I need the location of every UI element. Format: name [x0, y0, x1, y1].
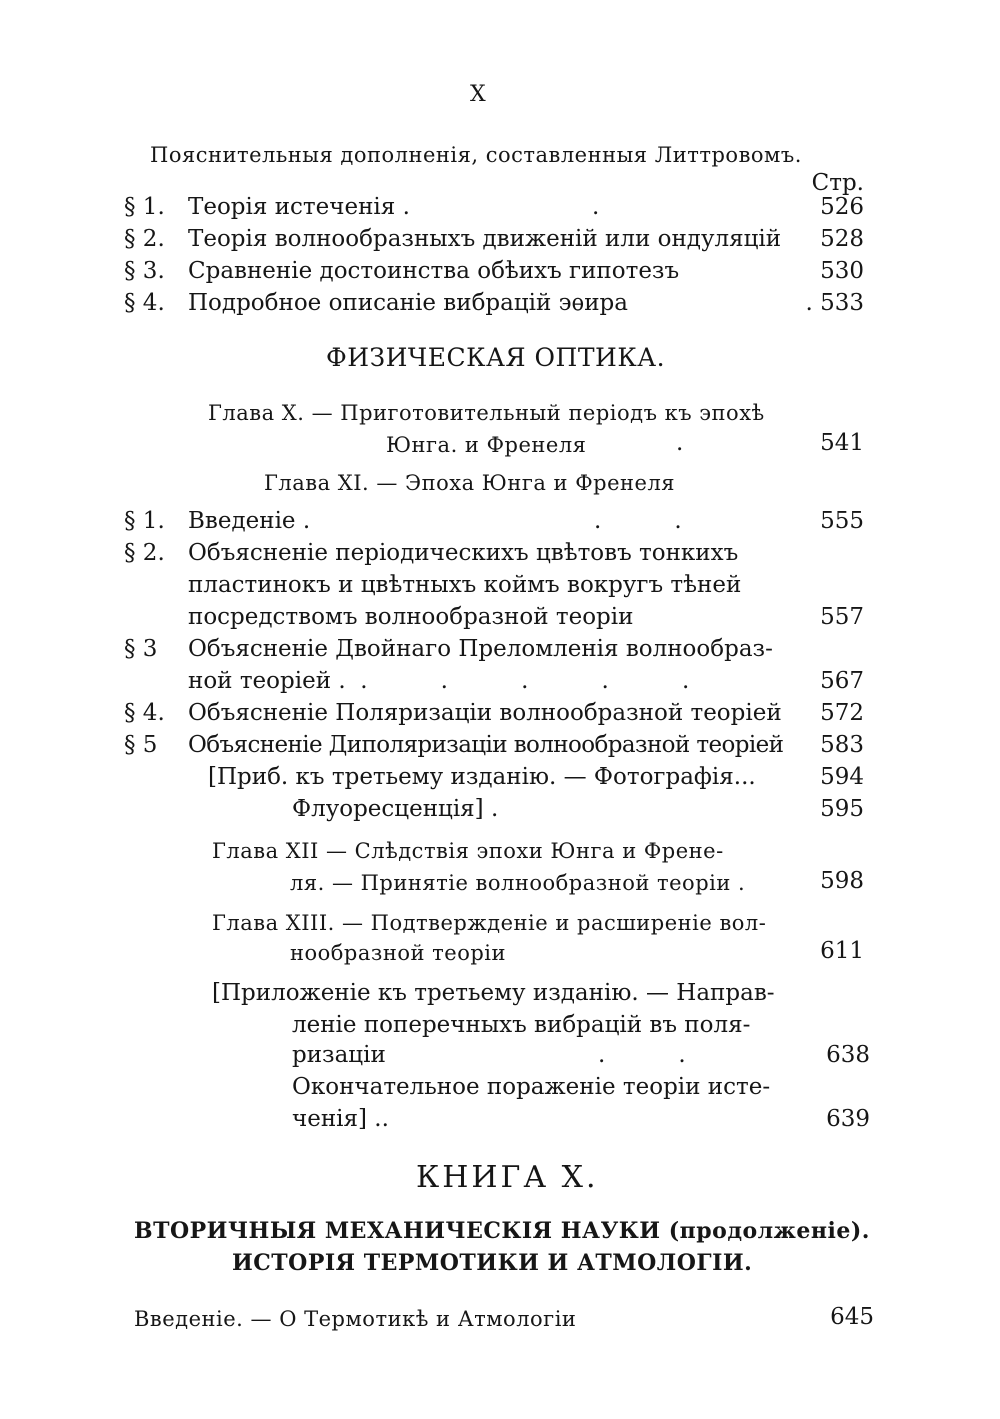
toc-page-number: . 533	[805, 290, 864, 316]
toc-entry-text: Теорія волнообразныхъ движеній или ондуляцій	[188, 226, 782, 252]
toc-page-number: 645	[830, 1304, 874, 1330]
book-subtitle: ИСТОРІЯ ТЕРМОТИКИ И АТМОЛОГІИ.	[232, 1250, 753, 1276]
toc-entry-text: Объясненіе Диполяризаціи волнообразной теоріей	[188, 732, 784, 758]
chapter-heading: Глава XI. — Эпоха Юнга и Френеля	[264, 471, 676, 495]
book-title: КНИГА X.	[416, 1160, 599, 1195]
appendix-title: Пояснительныя дополненія, составленныя Литтровомъ.	[150, 143, 802, 167]
page-number: X	[470, 82, 486, 107]
toc-page-number: 594	[820, 764, 864, 790]
toc-entry-text-cont: ной теоріей . . . . . .	[188, 668, 690, 694]
section-title: ФИЗИЧЕСКАЯ ОПТИКА.	[326, 343, 666, 372]
supplement-entry: [Приб. къ третьему изданію. — Фотографія...	[208, 764, 756, 790]
toc-section-symbol: § 3.	[124, 258, 165, 284]
supplement-entry-cont: ризаціи	[292, 1042, 386, 1068]
toc-entry-text-cont: посредствомъ волнообразной теоріи	[188, 604, 634, 630]
toc-page-number: 639	[826, 1106, 870, 1132]
toc-section-symbol: § 1.	[124, 194, 165, 220]
toc-entry-text-cont: пластинокъ и цвѣтныхъ коймъ вокругъ тѣней	[188, 572, 742, 598]
toc-page-number: 526	[820, 194, 864, 220]
supplement-entry-cont: леніе поперечныхъ вибрацій въ поля-	[292, 1012, 751, 1038]
introduction-entry: Введеніе. — О Термотикѣ и Атмологіи	[134, 1307, 577, 1331]
toc-entry-text: Сравненіе достоинства обѣихъ гипотезъ	[188, 258, 680, 284]
chapter-heading: Глава X. — Приготовительный періодъ къ эпохѣ	[208, 401, 765, 425]
page-column-label: Стр.	[811, 170, 864, 196]
toc-page-number: 611	[820, 938, 864, 964]
toc-page-number: 557	[820, 604, 864, 630]
toc-page-number: 555	[820, 508, 864, 534]
supplement-entry: [Приложеніе къ третьему изданію. — Направ-	[212, 980, 775, 1006]
toc-entry-text: Объясненіе Поляризаціи волнообразной теоріей	[188, 700, 782, 726]
toc-section-symbol: § 1.	[124, 508, 165, 534]
leader-dots: . .	[598, 1042, 686, 1068]
toc-page-number: 528	[820, 226, 864, 252]
toc-page-number: 567	[820, 668, 864, 694]
toc-page-number: 583	[820, 732, 864, 758]
toc-section-symbol: § 5	[124, 732, 158, 758]
toc-page-number: 638	[826, 1042, 870, 1068]
toc-section-symbol: § 3	[124, 636, 158, 662]
toc-page-number: 598	[820, 868, 864, 894]
toc-section-symbol: § 4.	[124, 290, 165, 316]
toc-page-number: 595	[820, 796, 864, 822]
chapter-heading-cont: нообразной теоріи	[290, 941, 506, 965]
toc-entry-text: Введеніе .	[188, 508, 311, 534]
toc-page-number: 541	[820, 430, 864, 456]
book-subtitle: ВТОРИЧНЫЯ МЕХАНИЧЕСКІЯ НАУКИ (продолженіе).	[134, 1218, 870, 1244]
leader-dots: . .	[594, 508, 682, 534]
supplement-entry-cont: ченія] ..	[292, 1106, 389, 1132]
toc-section-symbol: § 2.	[124, 226, 165, 252]
chapter-heading: Глава XII — Слѣдствія эпохи Юнга и Френе-	[212, 839, 724, 863]
toc-entry-text: Объясненіе Двойнаго Преломленія волнообраз-	[188, 636, 773, 662]
chapter-heading-cont: ля. — Принятіе волнообразной теоріи .	[290, 871, 746, 895]
toc-section-symbol: § 4.	[124, 700, 165, 726]
toc-page-number: 530	[820, 258, 864, 284]
chapter-heading: Глава XIII. — Подтвержденіе и расширеніе вол-	[212, 911, 767, 935]
toc-section-symbol: § 2.	[124, 540, 165, 566]
toc-entry-text: Подробное описаніе вибрацій эѳира	[188, 290, 628, 316]
toc-page-number: 572	[820, 700, 864, 726]
toc-entry-text: Теорія истеченія .	[188, 194, 410, 220]
leader-dots: .	[592, 194, 600, 220]
chapter-heading-cont: Юнга. и Френеля	[386, 433, 587, 457]
leader-dots: .	[676, 430, 684, 456]
supplement-entry-cont: Окончательное пораженіе теоріи исте-	[292, 1074, 771, 1100]
supplement-entry-cont: Флуоресценція] .	[292, 796, 499, 822]
toc-entry-text: Объясненіе періодическихъ цвѣтовъ тонкихъ	[188, 540, 739, 566]
